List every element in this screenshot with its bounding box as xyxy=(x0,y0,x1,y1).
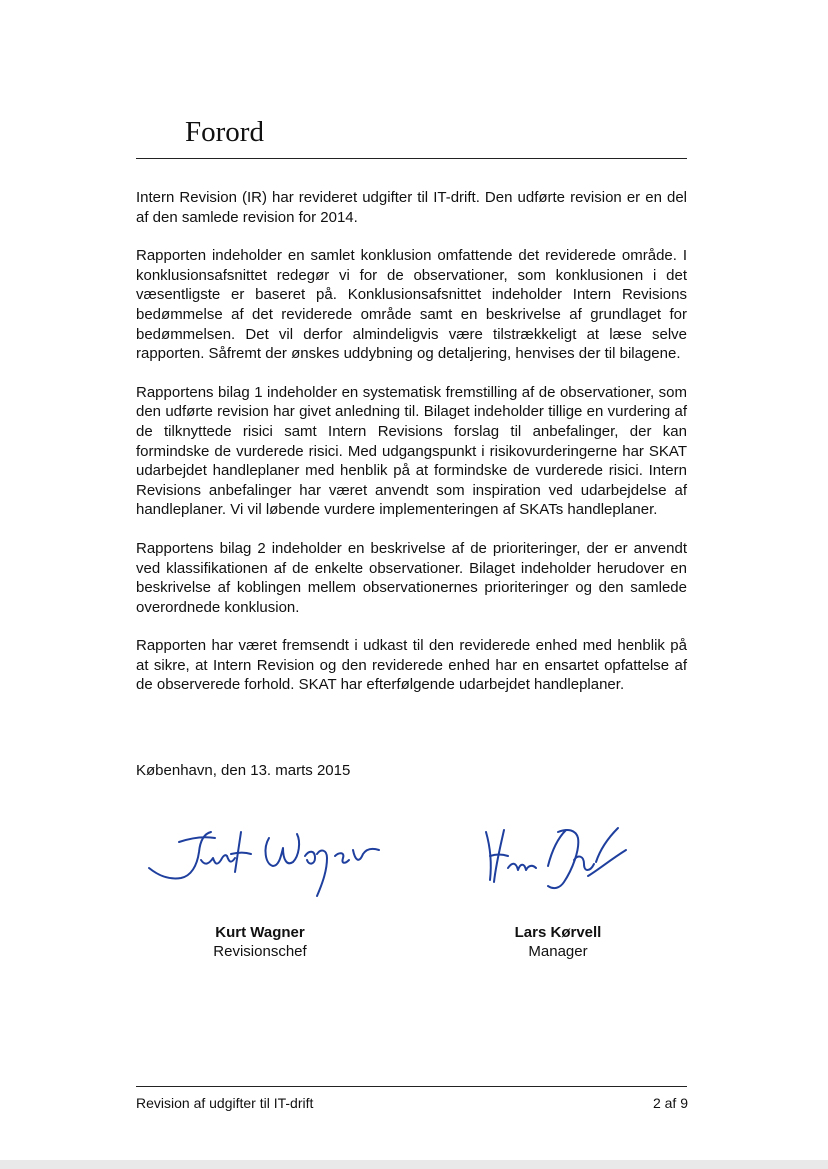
footer-page-number: 2 af 9 xyxy=(652,1095,688,1111)
signer-block-right xyxy=(478,923,638,961)
title-divider xyxy=(136,158,687,159)
page-title: Forord xyxy=(185,116,264,148)
body-text xyxy=(136,188,687,714)
signer-role: Revisionschef xyxy=(213,943,307,960)
signature-lars-korvell xyxy=(478,820,638,905)
paragraph: Rapporten har været fremsendt i udkast til den reviderede enhed med henblik på at sikre, at Intern Revision og den reviderede enhed har en ensartet opfattelse af de observerede forhold. SKAT har efterfølgende udarbejdet handleplaner. xyxy=(136,637,687,694)
place-date: København, den 13. marts 2015 xyxy=(136,762,351,779)
paragraph: Intern Revision (IR) har revideret udgifter til IT-drift. Den udførte revision er en del af den samlede revision for 2014. xyxy=(136,189,687,226)
paragraph: Rapportens bilag 2 indeholder en beskrivelse af de prioriteringer, der er anvendt ved klassifikationen af de enkelte observationer. Bilaget indeholder herudover en beskrivelse af koblingen mellem observationernes prioriteringer og den samlede overordnede konklusion. xyxy=(136,539,687,616)
signer-name: Lars Kørvell xyxy=(514,924,602,941)
signer-block-left xyxy=(180,923,340,961)
paragraph: Rapporten indeholder en samlet konklusion omfattende det reviderede område. I konklusionsafsnittet redegør vi for de observationer, som konklusionen i det væsentligste er baseret på. Konklusionsafsnittet indeholder Intern Revisions bedømmelse af det reviderede område samt en beskrivelse af grundlaget for bedømmelsen. Det vil derfor almindeligvis være tilstrækkeligt at læse selve rapporten. Såfremt der ønskes uddybning og detaljering, henvises der til bilagene. xyxy=(136,247,687,363)
signature-kurt-wagner xyxy=(145,820,390,910)
scan-edge xyxy=(0,1160,828,1169)
paragraph: Rapportens bilag 1 indeholder en systematisk fremstilling af de observationer, som den udførte revision har givet anledning til. Bilaget indeholder tillige en vurdering af de tilknyttede risici samt Intern Revisions forslag til anbefalinger, der kan formindske de vurderede risici. Med udgangspunkt i risikovurderingerne har SKAT udarbejdet handleplaner med henblik på at formindske de vurderede risici. Intern Revisions anbefalinger har været anvendt som inspiration ved udarbejdelse af handleplaner. Vi vil løbende vurdere implementeringen af SKATs handleplaner. xyxy=(136,383,687,519)
signer-role: Manager xyxy=(528,943,588,960)
footer-divider xyxy=(136,1086,687,1087)
footer-document-title: Revision af udgifter til IT-drift xyxy=(136,1095,314,1111)
signer-name: Kurt Wagner xyxy=(215,924,305,941)
